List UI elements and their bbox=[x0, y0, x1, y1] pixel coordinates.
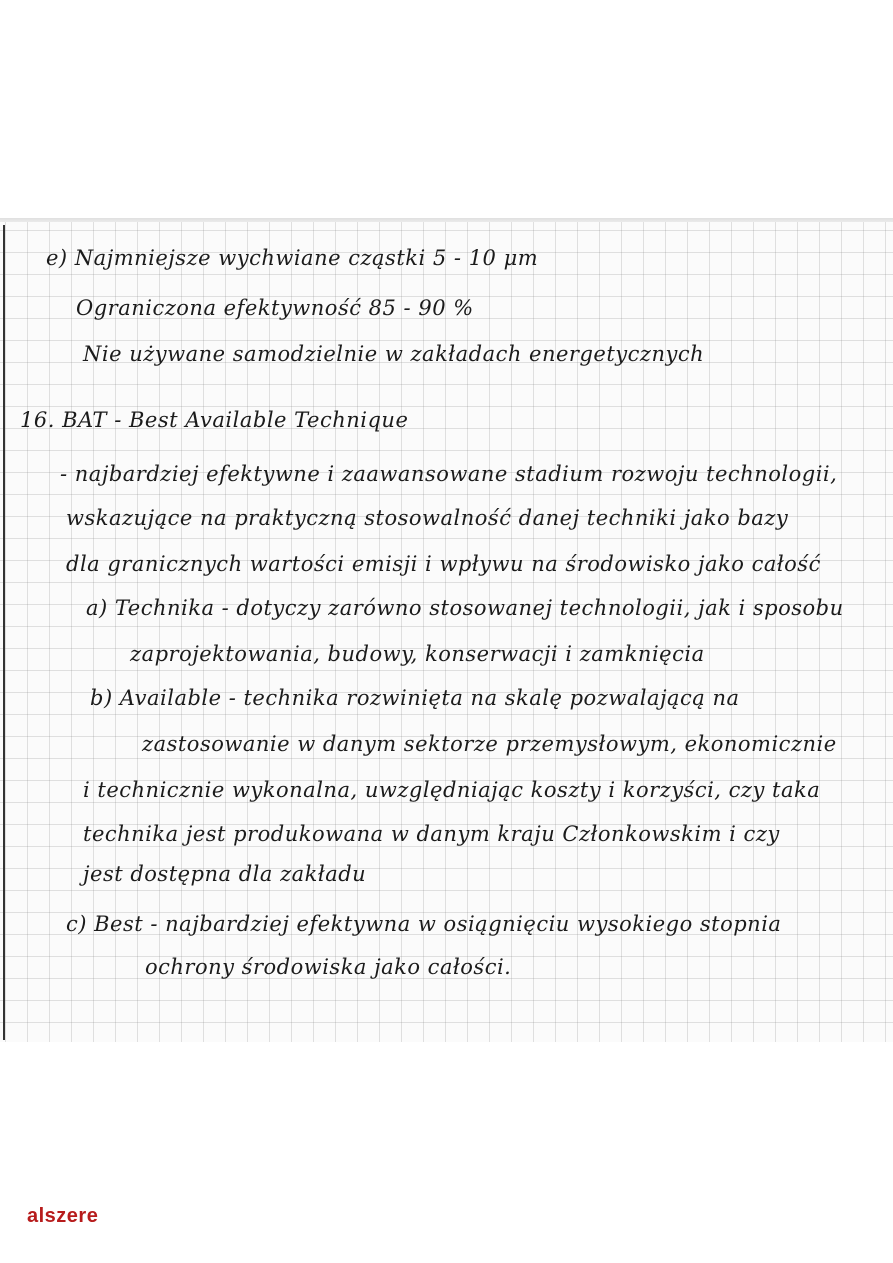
note-line-available-cont-4: jest dostępna dla zakładu bbox=[83, 862, 367, 886]
note-line-definition-2: wskazujące na praktyczną stosowalność danej techniki jako bazy bbox=[66, 506, 789, 530]
note-line-best: c) Best - najbardziej efektywna w osiągnięciu wysokiego stopnia bbox=[66, 912, 782, 936]
watermark-logo: alszere bbox=[27, 1205, 99, 1227]
note-line-not-used: Nie używane samodzielnie w zakładach energetycznych bbox=[83, 342, 705, 366]
note-line-e-particles: e) Najmniejsze wychwiane cząstki 5 - 10 μm bbox=[46, 246, 539, 270]
note-line-available-cont-2: i technicznie wykonalna, uwzględniając koszty i korzyści, czy taka bbox=[83, 778, 821, 802]
note-line-available-cont-1: zastosowanie w danym sektorze przemysłowym, ekonomicznie bbox=[142, 732, 837, 756]
note-line-technique: a) Technika - dotyczy zarówno stosowanej technologii, jak i sposobu bbox=[86, 596, 844, 620]
note-line-definition-3: dla granicznych wartości emisji i wpływu na środowisko jako całość bbox=[66, 552, 821, 576]
note-line-definition-1: - najbardziej efektywne i zaawansowane stadium rozwoju technologii, bbox=[60, 462, 838, 486]
note-line-efficiency: Ograniczona efektywność 85 - 90 % bbox=[76, 296, 474, 320]
note-line-available: b) Available - technika rozwinięta na skalę pozwalającą na bbox=[90, 686, 740, 710]
note-line-technique-cont: zaprojektowania, budowy, konserwacji i zamknięcia bbox=[130, 642, 705, 666]
note-line-available-cont-3: technika jest produkowana w danym kraju Członkowskim i czy bbox=[83, 822, 780, 846]
note-line-bat-heading: 16. BAT - Best Available Technique bbox=[20, 408, 409, 432]
note-line-best-cont: ochrony środowiska jako całości. bbox=[145, 955, 512, 979]
paper-left-edge bbox=[3, 225, 5, 1040]
